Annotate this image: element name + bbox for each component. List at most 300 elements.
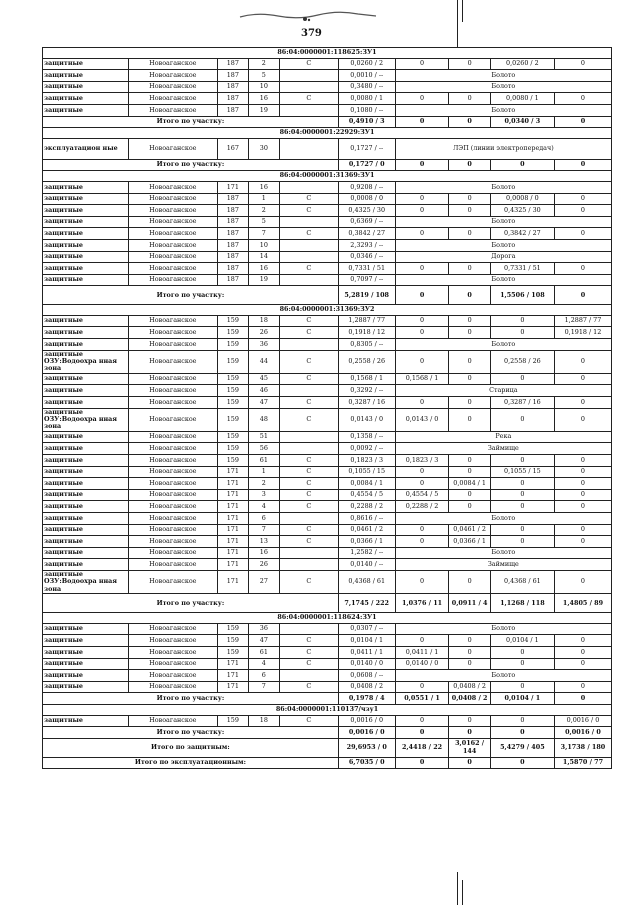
total-value-cell: 29,6953 / 0	[338, 738, 395, 757]
table-cell: защитные	[43, 274, 129, 286]
binding-line	[457, 0, 458, 48]
table-cell: защитные	[43, 385, 129, 397]
table-cell: 16	[248, 547, 279, 559]
table-cell: 0,3287 / 16	[338, 397, 395, 409]
total-value-cell: 7,1745 / 222	[338, 594, 395, 613]
table-cell: 0,1727 / --	[338, 138, 395, 159]
table-cell: С	[279, 327, 338, 339]
table-cell: Новоаганское	[128, 501, 217, 513]
table-cell: 0	[449, 635, 490, 647]
table-cell: 6	[248, 670, 279, 682]
table-row	[43, 205, 612, 217]
table-row	[43, 350, 612, 373]
table-cell: 0	[449, 373, 490, 385]
table-cell: Новоаганское	[128, 443, 217, 455]
table-cell: 5	[248, 70, 279, 82]
table-cell: 159	[217, 350, 248, 373]
table-cell: защитные	[43, 715, 129, 727]
total-value-cell: 0	[449, 116, 490, 128]
table-cell: Новоаганское	[128, 571, 217, 594]
table-cell: С	[279, 193, 338, 205]
table-row	[43, 571, 612, 594]
table-cell: 0,1055 / 15	[490, 466, 554, 478]
table-cell: 0,1055 / 15	[338, 466, 395, 478]
table-cell: 51	[248, 431, 279, 443]
table-cell: 0	[490, 408, 554, 431]
scan-smudge	[238, 8, 378, 22]
table-cell: 0,0104 / 1	[490, 635, 554, 647]
note-cell: Займище	[395, 443, 611, 455]
table-cell: 0,8616 / --	[338, 513, 395, 525]
table-cell: 0	[554, 58, 611, 70]
table-cell: 0,0140 / 0	[395, 658, 449, 670]
table-cell: 0	[395, 193, 449, 205]
table-cell: 0	[395, 478, 449, 490]
table-cell: 0	[554, 228, 611, 240]
table-cell	[279, 547, 338, 559]
table-cell: 0	[449, 327, 490, 339]
total-label-cell: Итого по участку:	[43, 286, 339, 305]
table-cell: 167	[217, 138, 248, 159]
table-row	[43, 547, 612, 559]
table-cell: 0,4325 / 30	[490, 205, 554, 217]
table-cell: 1,2887 / 77	[338, 315, 395, 327]
table-cell	[279, 443, 338, 455]
total-label-cell: Итого по эксплуатационным:	[43, 757, 339, 769]
table-cell: С	[279, 466, 338, 478]
total-value-cell: 0	[395, 286, 449, 305]
table-cell: 45	[248, 373, 279, 385]
note-cell: Болото	[395, 81, 611, 93]
table-cell: Новоаганское	[128, 81, 217, 93]
note-cell: Старица	[395, 385, 611, 397]
table-row	[43, 489, 612, 501]
table-cell: 47	[248, 635, 279, 647]
table-row	[43, 524, 612, 536]
table-cell: защитные	[43, 327, 129, 339]
total-value-cell: 5,4279 / 405	[490, 738, 554, 757]
table-cell: 0	[449, 58, 490, 70]
table-cell: 0	[449, 715, 490, 727]
table-cell: 0,2288 / 2	[395, 501, 449, 513]
note-cell: Болото	[395, 513, 611, 525]
table-cell: 0,0016 / 0	[338, 715, 395, 727]
table-row	[43, 513, 612, 525]
note-cell: Болото	[395, 104, 611, 116]
table-cell: 171	[217, 524, 248, 536]
table-cell: 0	[554, 635, 611, 647]
total-value-cell: 1,5506 / 108	[490, 286, 554, 305]
section-id-cell: 86:04:0000001:31369:ЗУ2	[43, 305, 612, 316]
table-cell: 0,4368 / 61	[338, 571, 395, 594]
table-cell: С	[279, 205, 338, 217]
table-cell: С	[279, 408, 338, 431]
note-cell: Болото	[395, 339, 611, 351]
table-cell: 0,0411 / 1	[338, 647, 395, 659]
table-cell: 2	[248, 478, 279, 490]
table-cell: С	[279, 228, 338, 240]
table-cell: 159	[217, 443, 248, 455]
binding-line	[462, 0, 463, 22]
table-cell: 0	[554, 501, 611, 513]
table-row	[43, 681, 612, 693]
table-cell: 14	[248, 251, 279, 263]
section-header-row	[43, 128, 612, 139]
table-cell: 7	[248, 228, 279, 240]
table-cell: защитные	[43, 339, 129, 351]
binding-line	[462, 880, 463, 905]
table-cell: 0	[449, 193, 490, 205]
table-cell: 0	[395, 536, 449, 548]
table-cell: С	[279, 635, 338, 647]
table-cell: защитные	[43, 373, 129, 385]
table-cell: 18	[248, 715, 279, 727]
table-cell: 0	[395, 350, 449, 373]
table-cell: 159	[217, 408, 248, 431]
table-cell: 0,4325 / 30	[338, 205, 395, 217]
table-cell: С	[279, 350, 338, 373]
table-cell: 2	[248, 205, 279, 217]
table-cell: 0	[490, 658, 554, 670]
table-cell: 0,1918 / 12	[554, 327, 611, 339]
note-cell: Займище	[395, 559, 611, 571]
table-cell: 44	[248, 350, 279, 373]
table-cell: Новоаганское	[128, 489, 217, 501]
table-cell: 19	[248, 274, 279, 286]
table-cell: 187	[217, 58, 248, 70]
table-cell: 0,3287 / 16	[490, 397, 554, 409]
table-cell: 0	[490, 501, 554, 513]
total-value-cell: 0	[395, 727, 449, 739]
table-cell: 0	[554, 193, 611, 205]
table-cell: Новоаганское	[128, 681, 217, 693]
table-cell: 0	[395, 635, 449, 647]
table-row	[43, 274, 612, 286]
table-cell: 171	[217, 489, 248, 501]
table-cell: Новоаганское	[128, 274, 217, 286]
table-cell: 0	[554, 647, 611, 659]
table-cell: 0	[395, 93, 449, 105]
table-cell: 159	[217, 455, 248, 467]
table-cell	[279, 513, 338, 525]
table-cell: Новоаганское	[128, 455, 217, 467]
table-cell: защитные	[43, 489, 129, 501]
table-cell: 171	[217, 466, 248, 478]
table-cell: 10	[248, 81, 279, 93]
table-cell: защитные	[43, 239, 129, 251]
section-id-cell: 86:04:0000001:31369:ЗУ1	[43, 171, 612, 182]
table-cell: С	[279, 478, 338, 490]
table-cell: 0	[554, 408, 611, 431]
section-id-cell: 86:04:0000001:110137/чзу1	[43, 704, 612, 715]
total-row	[43, 286, 612, 305]
note-cell: Болото	[395, 216, 611, 228]
table-cell: Новоаганское	[128, 327, 217, 339]
table-cell: 159	[217, 373, 248, 385]
table-cell: 0,0260 / 2	[490, 58, 554, 70]
table-row	[43, 70, 612, 82]
total-label-cell: Итого по участку:	[43, 727, 339, 739]
table-row	[43, 58, 612, 70]
total-value-cell: 0,1727 / 0	[338, 159, 395, 171]
table-cell: 0,0140 / --	[338, 559, 395, 571]
table-cell: 4	[248, 501, 279, 513]
table-row	[43, 635, 612, 647]
table-row	[43, 263, 612, 275]
table-cell: защитные	[43, 181, 129, 193]
table-cell: 0	[554, 658, 611, 670]
table-cell: защитные	[43, 251, 129, 263]
table-cell	[279, 181, 338, 193]
table-cell: 0,0461 / 2	[338, 524, 395, 536]
table-cell: С	[279, 524, 338, 536]
table-row	[43, 443, 612, 455]
table-cell: 0	[554, 397, 611, 409]
table-cell: Новоаганское	[128, 70, 217, 82]
table-cell: 0,1823 / 3	[395, 455, 449, 467]
table-cell: 30	[248, 138, 279, 159]
table-cell: С	[279, 489, 338, 501]
table-cell: 0,0080 / 1	[338, 93, 395, 105]
table-cell: 36	[248, 339, 279, 351]
table-cell: 0	[490, 524, 554, 536]
table-cell: С	[279, 571, 338, 594]
table-row	[43, 431, 612, 443]
total-value-cell: 1,5870 / 77	[554, 757, 611, 769]
table-cell: 3	[248, 489, 279, 501]
table-cell: 187	[217, 263, 248, 275]
table-cell: Новоаганское	[128, 315, 217, 327]
table-cell: Новоаганское	[128, 658, 217, 670]
total-row	[43, 594, 612, 613]
table-cell: защитные ОЗУ:Водоохра нная зона	[43, 571, 129, 594]
note-cell: Болото	[395, 70, 611, 82]
table-cell: защитные	[43, 104, 129, 116]
table-cell: 187	[217, 274, 248, 286]
table-cell: 0,0104 / 1	[338, 635, 395, 647]
table-cell: Новоаганское	[128, 104, 217, 116]
total-row	[43, 159, 612, 171]
table-cell: 0,0408 / 2	[449, 681, 490, 693]
table-cell: защитные	[43, 559, 129, 571]
table-cell: С	[279, 647, 338, 659]
table-cell: 0,4368 / 61	[490, 571, 554, 594]
table-cell: 171	[217, 513, 248, 525]
table-row	[43, 339, 612, 351]
table-cell: Новоаганское	[128, 193, 217, 205]
section-id-cell: 86:04:0000001:118624:ЗУ1	[43, 613, 612, 624]
table-cell: 171	[217, 571, 248, 594]
table-cell: 0	[395, 327, 449, 339]
table-cell: защитные	[43, 205, 129, 217]
table-cell: 0	[554, 373, 611, 385]
table-cell: 187	[217, 216, 248, 228]
table-row	[43, 385, 612, 397]
table-cell: 0	[554, 263, 611, 275]
table-cell: Новоаганское	[128, 350, 217, 373]
note-cell: Болото	[395, 239, 611, 251]
table-cell: 0	[554, 466, 611, 478]
table-cell: 0	[554, 681, 611, 693]
table-cell: С	[279, 536, 338, 548]
table-cell: 0	[554, 524, 611, 536]
table-cell: 0	[395, 58, 449, 70]
total-value-cell: 3,0162 / 144	[449, 738, 490, 757]
table-cell: 0,0608 / --	[338, 670, 395, 682]
table-row	[43, 478, 612, 490]
table-cell: 0,0016 / 0	[554, 715, 611, 727]
table-cell: 0	[554, 93, 611, 105]
table-cell: защитные	[43, 547, 129, 559]
table-row	[43, 466, 612, 478]
table-cell	[279, 104, 338, 116]
table-cell: 1,2582 / --	[338, 547, 395, 559]
table-cell: защитные	[43, 228, 129, 240]
total-value-cell: 0	[449, 757, 490, 769]
table-cell: 0,0008 / 0	[490, 193, 554, 205]
table-cell: 0,3480 / --	[338, 81, 395, 93]
table-cell: С	[279, 58, 338, 70]
table-cell: 0,1568 / 1	[338, 373, 395, 385]
table-cell: Новоаганское	[128, 547, 217, 559]
table-cell: 0,0008 / 0	[338, 193, 395, 205]
total-value-cell: 3,1738 / 180	[554, 738, 611, 757]
total-value-cell: 0	[554, 159, 611, 171]
table-row	[43, 559, 612, 571]
total-value-cell: 1,1268 / 118	[490, 594, 554, 613]
table-cell: защитные	[43, 501, 129, 513]
table-cell: 0,0143 / 0	[395, 408, 449, 431]
page-number: 379	[301, 28, 322, 39]
table-cell: Новоаганское	[128, 647, 217, 659]
table-cell: Новоаганское	[128, 524, 217, 536]
table-cell: 0	[395, 571, 449, 594]
table-cell: 16	[248, 263, 279, 275]
table-cell: 0	[395, 397, 449, 409]
table-row	[43, 373, 612, 385]
table-cell: 0	[449, 315, 490, 327]
table-cell: защитные	[43, 263, 129, 275]
table-cell: 0	[490, 327, 554, 339]
table-cell: 0,0084 / 1	[449, 478, 490, 490]
table-cell: эксплуатацион ные	[43, 138, 129, 159]
table-cell: 27	[248, 571, 279, 594]
table-cell: 0	[395, 263, 449, 275]
table-cell: 2	[248, 58, 279, 70]
section-header-row	[43, 48, 612, 59]
table-cell: 0	[554, 350, 611, 373]
table-cell: защитные ОЗУ:Водоохра нная зона	[43, 408, 129, 431]
total-value-cell: 0	[490, 727, 554, 739]
table-cell: 0,4554 / 5	[338, 489, 395, 501]
total-row	[43, 116, 612, 128]
table-cell: 10	[248, 239, 279, 251]
table-cell: 0	[395, 228, 449, 240]
table-cell: 0,2558 / 26	[338, 350, 395, 373]
total-value-cell: 0	[395, 757, 449, 769]
table-cell: 0,2288 / 2	[338, 501, 395, 513]
total-value-cell: 0,0911 / 4	[449, 594, 490, 613]
table-row	[43, 670, 612, 682]
table-cell: 16	[248, 93, 279, 105]
table-cell: 159	[217, 339, 248, 351]
table-cell: 26	[248, 327, 279, 339]
table-cell: 0,0143 / 0	[338, 408, 395, 431]
total-value-cell: 0,0551 / 1	[395, 693, 449, 705]
table-cell: 159	[217, 647, 248, 659]
table-cell: защитные	[43, 536, 129, 548]
table-cell: 0	[449, 408, 490, 431]
data-table	[42, 47, 612, 769]
total-row	[43, 727, 612, 739]
table-cell: 1,2887 / 77	[554, 315, 611, 327]
table-cell: Новоаганское	[128, 373, 217, 385]
table-cell: защитные	[43, 513, 129, 525]
table-cell	[279, 70, 338, 82]
note-cell: Болото	[395, 274, 611, 286]
table-cell: С	[279, 263, 338, 275]
table-cell: 0	[554, 536, 611, 548]
table-cell: 0	[449, 397, 490, 409]
table-cell: 0,0010 / --	[338, 70, 395, 82]
table-cell	[279, 559, 338, 571]
table-cell: 0	[449, 205, 490, 217]
table-cell: 0	[554, 478, 611, 490]
table-cell: 18	[248, 315, 279, 327]
table-row	[43, 455, 612, 467]
total-value-cell: 6,7035 / 0	[338, 757, 395, 769]
table-cell: 187	[217, 228, 248, 240]
table-row	[43, 193, 612, 205]
table-cell	[279, 138, 338, 159]
table-cell: 0	[554, 571, 611, 594]
total-value-cell: 1,0376 / 11	[395, 594, 449, 613]
table-cell: защитные	[43, 216, 129, 228]
table-cell: 0,4554 / 5	[395, 489, 449, 501]
note-cell: Дорога	[395, 251, 611, 263]
total-value-cell: 0	[449, 159, 490, 171]
total-value-cell: 0	[490, 757, 554, 769]
table-cell: 7	[248, 524, 279, 536]
table-row	[43, 216, 612, 228]
table-cell: 0,6369 / --	[338, 216, 395, 228]
table-cell: защитные	[43, 647, 129, 659]
table-cell: 0	[449, 263, 490, 275]
table-cell: защитные	[43, 658, 129, 670]
table-cell: защитные	[43, 455, 129, 467]
table-cell: защитные	[43, 478, 129, 490]
table-row	[43, 501, 612, 513]
table-cell: 187	[217, 205, 248, 217]
table-row	[43, 715, 612, 727]
table-cell: 171	[217, 681, 248, 693]
table-cell: Новоаганское	[128, 623, 217, 635]
table-cell: 0	[449, 571, 490, 594]
table-cell: Новоаганское	[128, 251, 217, 263]
table-cell: 187	[217, 251, 248, 263]
total-value-cell: 5,2819 / 108	[338, 286, 395, 305]
table-cell: 171	[217, 501, 248, 513]
table-cell: 0	[490, 647, 554, 659]
table-cell: Новоаганское	[128, 670, 217, 682]
table-cell	[279, 431, 338, 443]
table-cell: Новоаганское	[128, 58, 217, 70]
table-cell: 19	[248, 104, 279, 116]
total-value-cell: 0,0104 / 1	[490, 693, 554, 705]
table-row	[43, 181, 612, 193]
table-cell: Новоаганское	[128, 216, 217, 228]
table-cell: 0	[395, 315, 449, 327]
